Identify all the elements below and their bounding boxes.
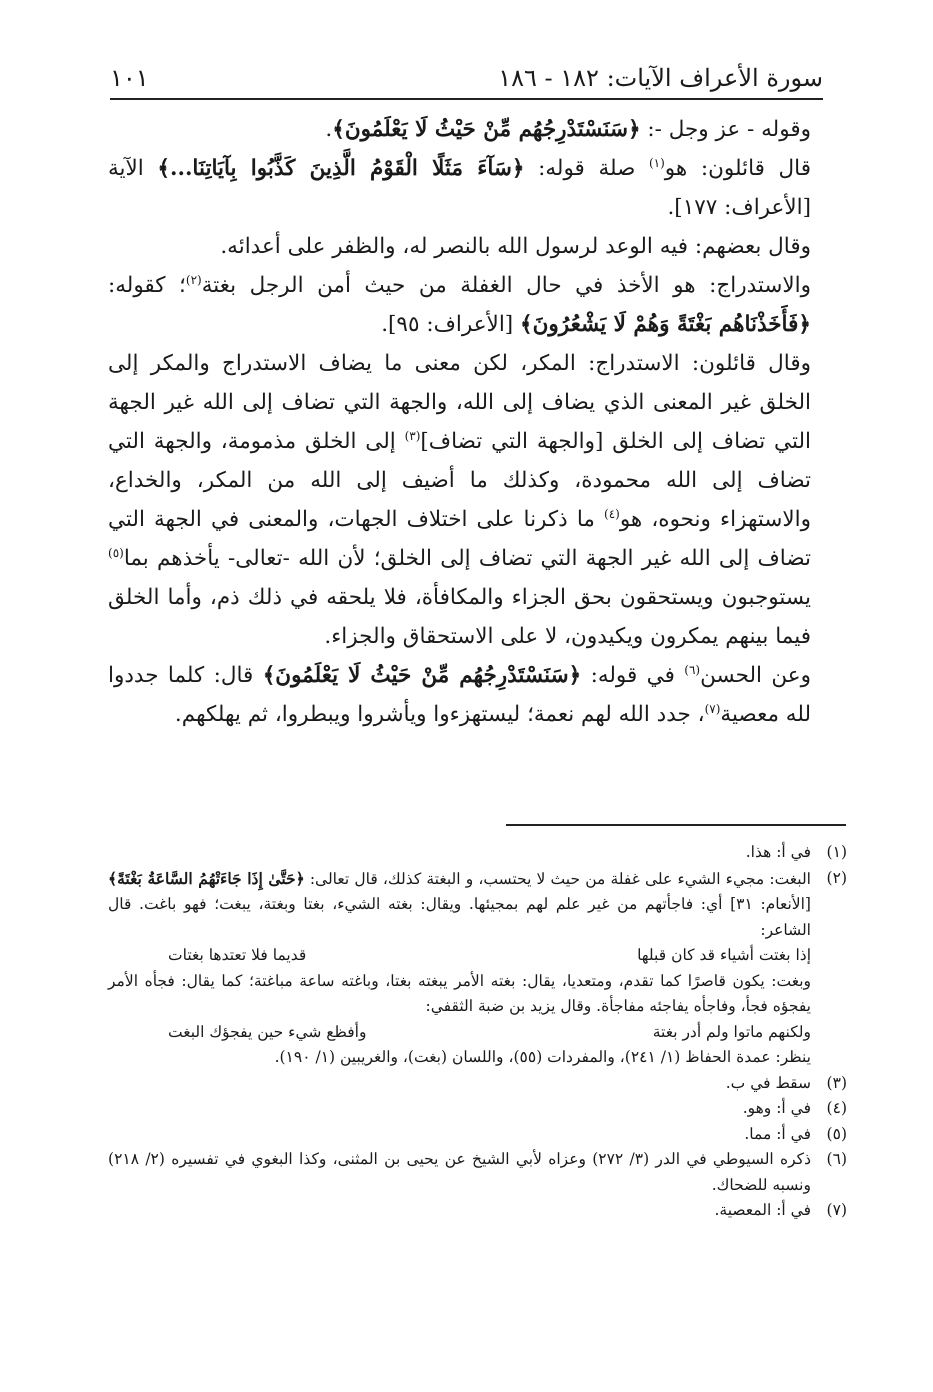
text-run: . xyxy=(325,117,333,142)
poetry-verse-1 xyxy=(108,943,847,969)
quran-quote: ﴿سَنَسْتَدْرِجُهُم مِّنْ حَيْثُ لَا يَعْلَمُونَ﴾ xyxy=(262,663,582,688)
footnote-text: سقط في ب. xyxy=(725,1073,811,1092)
quran-quote: ﴿سَآءَ مَثَلًا الْقَوْمُ الَّذِينَ كَذَّبُوا بِآيَاتِنَا...﴾ xyxy=(157,156,525,181)
text-run: صلة قوله: xyxy=(524,156,649,181)
footnote-2-refs xyxy=(108,1045,847,1071)
text-run: في قوله: xyxy=(581,663,685,688)
text-run: ما ذكرنا على اختلاف الجهات، والمعنى في الجهة التي تضاف إلى الله غير الجهة التي تضاف إلى الخلق؛ لأن الله -تعالى- يأخذهم بما xyxy=(108,507,811,571)
text-run: وقوله - عز وجل -: xyxy=(640,117,811,142)
footnote-number: (٧) xyxy=(826,1201,847,1219)
footnote-ref: (٦) xyxy=(684,662,701,677)
paragraph-5 xyxy=(108,344,847,656)
footnote-6 xyxy=(108,1147,847,1198)
verse-hemistich: ولكنهم ماتوا ولم أدر بغتة xyxy=(652,1022,811,1041)
paragraph-1 xyxy=(108,110,847,149)
footnote-ref: (٢) xyxy=(185,272,202,287)
text-run: قال: كلما جددوا لله معصية xyxy=(108,663,811,727)
text-run: وعن الحسن xyxy=(700,663,811,688)
footnote-number: (١) xyxy=(826,843,847,861)
text-run: ؛ كقوله: xyxy=(108,273,186,298)
main-text xyxy=(108,110,847,734)
text-run: البغت: مجيء الشيء على غفلة من حيث لا يحتسب، و البغتة كذلك، قال تعالى: xyxy=(304,869,811,888)
footnote-text: في أ: المعصية. xyxy=(714,1201,811,1219)
footnote-ref: (٧) xyxy=(704,701,721,716)
footnote-text: في أ: هذا. xyxy=(745,843,811,861)
footnote-5 xyxy=(108,1122,847,1148)
footnote-3 xyxy=(108,1071,847,1097)
footnote-number: (٣) xyxy=(826,1073,847,1092)
footnote-separator xyxy=(506,824,846,826)
footnote-number: (٢) xyxy=(826,868,847,887)
footnote-line xyxy=(108,866,811,944)
running-header xyxy=(110,52,823,100)
footnote-number: (٦) xyxy=(826,1150,847,1168)
footnote-4 xyxy=(108,1096,847,1122)
text-run: [الأنعام: ٣١] أي: فاجأتهم من غير علم لهم بمجيئها. ويقال: بغته الشيء، بغتا وبغتة، يبغت؛ فهو باغت. قال الشاعر: xyxy=(108,895,811,939)
footnote-1 xyxy=(108,840,847,866)
text-run: وقال بعضهم: فيه الوعد لرسول الله بالنصر له، والظفر على أعدائه. xyxy=(220,234,811,259)
footnote-ref: (٤) xyxy=(604,506,620,521)
paragraph-3 xyxy=(108,227,847,266)
text-run: وقال قائلون: الاستدراج: المكر، لكن معنى ما يضاف الاستدراج والمكر إلى الخلق غير المعنى الذي يضاف إلى الله، والجهة التي تضاف إلى الله غير الجهة التي تضاف إلى الخلق [والجهة التي تضاف] xyxy=(108,351,811,454)
paragraph-2 xyxy=(108,149,847,227)
quran-quote: ﴿فَأَخَذْنَاهُم بَغْتَةً وَهُمْ لَا يَشْعُرُونَ﴾ xyxy=(520,312,811,337)
quran-quote: ﴿سَنَسْتَدْرِجُهُم مِّنْ حَيْثُ لَا يَعْلَمُونَ﴾ xyxy=(332,117,641,142)
footnote-2-cont xyxy=(108,969,847,1020)
text-run: قال قائلون: هو xyxy=(664,156,811,181)
footnote-7 xyxy=(108,1198,847,1224)
paragraph-4 xyxy=(108,266,847,344)
quran-quote: ﴿حَتَّىٰ إِذَا جَاءَتْهُمُ السَّاعَةُ بَغْتَةً﴾ xyxy=(108,868,305,888)
text-run: الآية [الأعراف: ١٧٧]. xyxy=(108,156,811,220)
text-run: إلى الخلق مذمومة، والجهة التي تضاف إلى الله محمودة، وكذلك ما أضيف إلى الله من المكر، والخداع، والاستهزاء ونحوه، هو xyxy=(108,429,811,532)
footnote-ref: (١) xyxy=(648,155,665,170)
footnote-text xyxy=(108,866,811,944)
footnote-2 xyxy=(108,866,847,944)
footnote-text: في أ: وهو. xyxy=(742,1099,811,1117)
text-run: يستوجبون ويستحقون بحق الجزاء والمكافأة، فلا يلحقه في ذلك ذم، وأما الخلق فيما بينهم يمكرون ويكيدون، لا على الاستحقاق والجزاء. xyxy=(108,585,811,649)
text-run: والاستدراج: هو الأخذ في حال الغفلة من حيث أمن الرجل بغتة xyxy=(201,273,811,298)
footnotes xyxy=(108,840,847,1224)
footnote-ref: (٣) xyxy=(404,428,421,443)
verse-hemistich: إذا بغتت أشياء قد كان قبلها xyxy=(637,946,811,964)
verse-hemistich: وأفظع شيء حين يفجؤك البغت xyxy=(168,1022,367,1041)
footnote-text: ذكره السيوطي في الدر (٣/ ٢٧٢) وعزاه لأبي الشيخ عن يحيى بن المثنى، وكذا البغوي في تفسيره (٢/ ٢١٨) ونسبه للضحاك. xyxy=(108,1150,811,1194)
page-number: ١٠١ xyxy=(110,64,149,92)
text-run: ، جدد الله لهم نعمة؛ ليستهزءوا ويأشروا ويبطروا، ثم يهلكهم. xyxy=(174,702,705,727)
text-run: [الأعراف: ٩٥]. xyxy=(381,312,521,337)
verse-hemistich: قديما فلا تعتدها بغتات xyxy=(168,946,307,964)
footnote-text: في أ: مما. xyxy=(744,1124,811,1143)
header-title: سورة الأعراف الآيات: ١٨٢ - ١٨٦ xyxy=(498,64,823,92)
footnote-number: (٤) xyxy=(826,1099,847,1117)
poetry-verse-2 xyxy=(108,1020,847,1046)
footnote-ref: (٥) xyxy=(108,545,124,560)
footnote-line: ينظر: عمدة الحفاظ (١/ ٢٤١)، والمفردات (٥٥)، واللسان (بغت)، والغريبين (١/ ١٩٠). xyxy=(274,1048,811,1066)
footnote-line: وبغت: يكون قاصرًا كما تقدم، ومتعديا، يقال: بغته الأمر يبغته بغتا، وباغته ساعة مباغتة؛ كما يقال: فجأه الأمر يفجؤه فجأ، وفاجأه يفاجئه مفاجأة. وقال يزيد بن ضبة الثقفي: xyxy=(108,971,811,1015)
footnote-number: (٥) xyxy=(826,1124,847,1143)
paragraph-6 xyxy=(108,656,847,734)
